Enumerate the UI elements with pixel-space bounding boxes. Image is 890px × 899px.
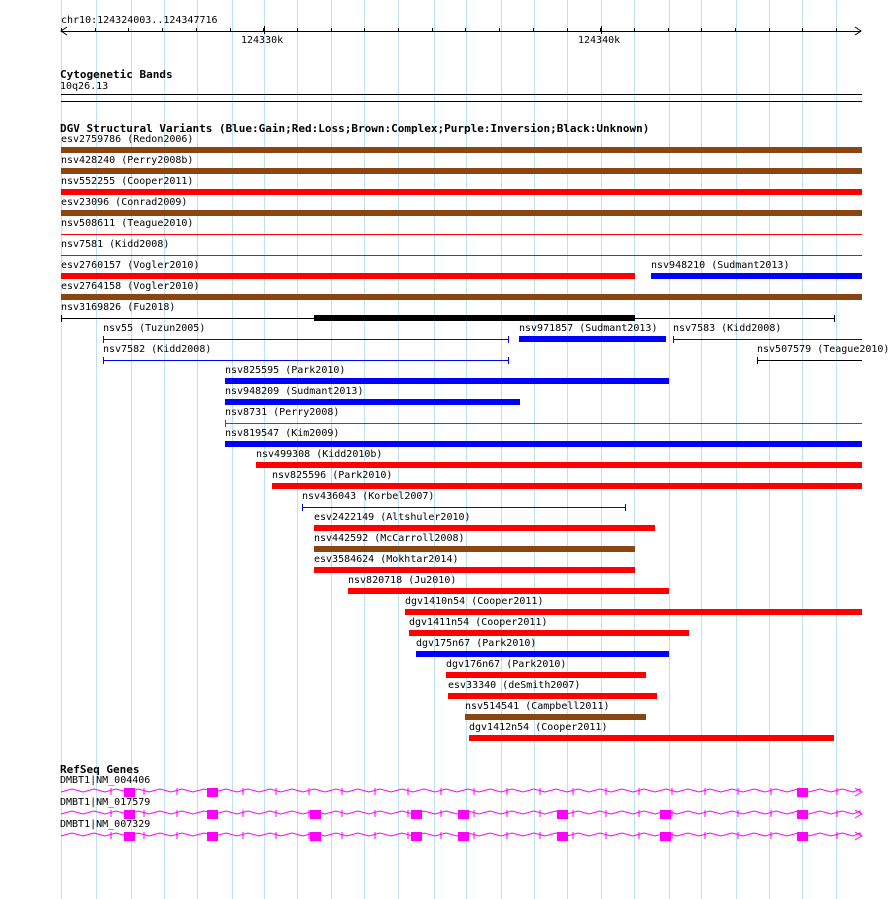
refseq-track-title: RefSeq Genes xyxy=(60,763,140,776)
variant-label[interactable]: nsv508611 (Teague2010) xyxy=(61,218,194,229)
exon-block xyxy=(557,832,568,841)
variant-label[interactable]: nsv7581 (Kidd2008) xyxy=(61,239,170,250)
variant-label[interactable]: nsv507579 (Teague2010) xyxy=(757,344,890,355)
variant-label[interactable]: nsv499308 (Kidd2010b) xyxy=(256,449,383,460)
transcript-label[interactable]: DMBT1|NM_004406 xyxy=(60,775,151,786)
variant-label[interactable]: nsv55 (Tuzun2005) xyxy=(103,323,206,334)
exon-block xyxy=(124,832,135,841)
variant-label[interactable]: nsv3169826 (Fu2018) xyxy=(61,302,176,313)
variant-label[interactable]: nsv825596 (Park2010) xyxy=(272,470,393,481)
variant-label[interactable]: dgv176n67 (Park2010) xyxy=(446,659,567,670)
variant-label[interactable]: esv33340 (deSmith2007) xyxy=(448,680,581,691)
variant-label[interactable]: nsv8731 (Perry2008) xyxy=(225,407,340,418)
transcript-label[interactable]: DMBT1|NM_017579 xyxy=(60,797,151,808)
ruler-tick-label: 124330k xyxy=(241,35,284,46)
variant-label[interactable]: nsv552255 (Cooper2011) xyxy=(61,176,194,187)
variant-label[interactable]: dgv175n67 (Park2010) xyxy=(416,638,537,649)
variant-label[interactable]: nsv971857 (Sudmant2013) xyxy=(519,323,658,334)
variant-label[interactable]: esv2760157 (Vogler2010) xyxy=(61,260,200,271)
variant-label[interactable]: nsv948210 (Sudmant2013) xyxy=(651,260,790,271)
variant-label[interactable]: esv3584624 (Mokhtar2014) xyxy=(314,554,459,565)
dgv-track-title: DGV Structural Variants (Blue:Gain;Red:Loss;Brown:Complex;Purple:Inversion;Black:Unknown) xyxy=(60,122,650,135)
variant-label[interactable]: nsv825595 (Park2010) xyxy=(225,365,346,376)
variant-label[interactable]: nsv948209 (Sudmant2013) xyxy=(225,386,364,397)
exon-block xyxy=(207,832,218,841)
variant-label[interactable]: esv23096 (Conrad2009) xyxy=(61,197,188,208)
exon-block xyxy=(660,832,671,841)
ruler-range-label: chr10:124324003..124347716 xyxy=(61,15,218,26)
variant-label[interactable]: nsv428240 (Perry2008b) xyxy=(61,155,194,166)
variant-label[interactable]: dgv1411n54 (Cooper2011) xyxy=(409,617,548,628)
exon-block xyxy=(797,832,808,841)
variant-label[interactable]: nsv820718 (Ju2010) xyxy=(348,575,457,586)
exon-block xyxy=(411,832,422,841)
cytoband-track-title: Cytogenetic Bands xyxy=(60,68,173,81)
variant-label[interactable]: dgv1410n54 (Cooper2011) xyxy=(405,596,544,607)
variant-label[interactable]: nsv819547 (Kim2009) xyxy=(225,428,340,439)
variant-label[interactable]: nsv436043 (Korbel2007) xyxy=(302,491,435,502)
transcript-label[interactable]: DMBT1|NM_007329 xyxy=(60,819,151,830)
variant-label[interactable]: nsv7582 (Kidd2008) xyxy=(103,344,212,355)
ruler-tick-label: 124340k xyxy=(578,35,621,46)
variant-label[interactable]: esv2764158 (Vogler2010) xyxy=(61,281,200,292)
exon-block xyxy=(310,832,321,841)
variant-label[interactable]: esv2759786 (Redon2006) xyxy=(61,134,194,145)
variant-label[interactable]: nsv7583 (Kidd2008) xyxy=(673,323,782,334)
cytoband-label: 10q26.13 xyxy=(60,81,109,92)
variant-label[interactable]: nsv514541 (Campbell2011) xyxy=(465,701,610,712)
variant-label[interactable]: nsv442592 (McCarroll2008) xyxy=(314,533,465,544)
exon-block xyxy=(458,832,469,841)
variant-label[interactable]: dgv1412n54 (Cooper2011) xyxy=(469,722,608,733)
variant-label[interactable]: esv2422149 (Altshuler2010) xyxy=(314,512,471,523)
